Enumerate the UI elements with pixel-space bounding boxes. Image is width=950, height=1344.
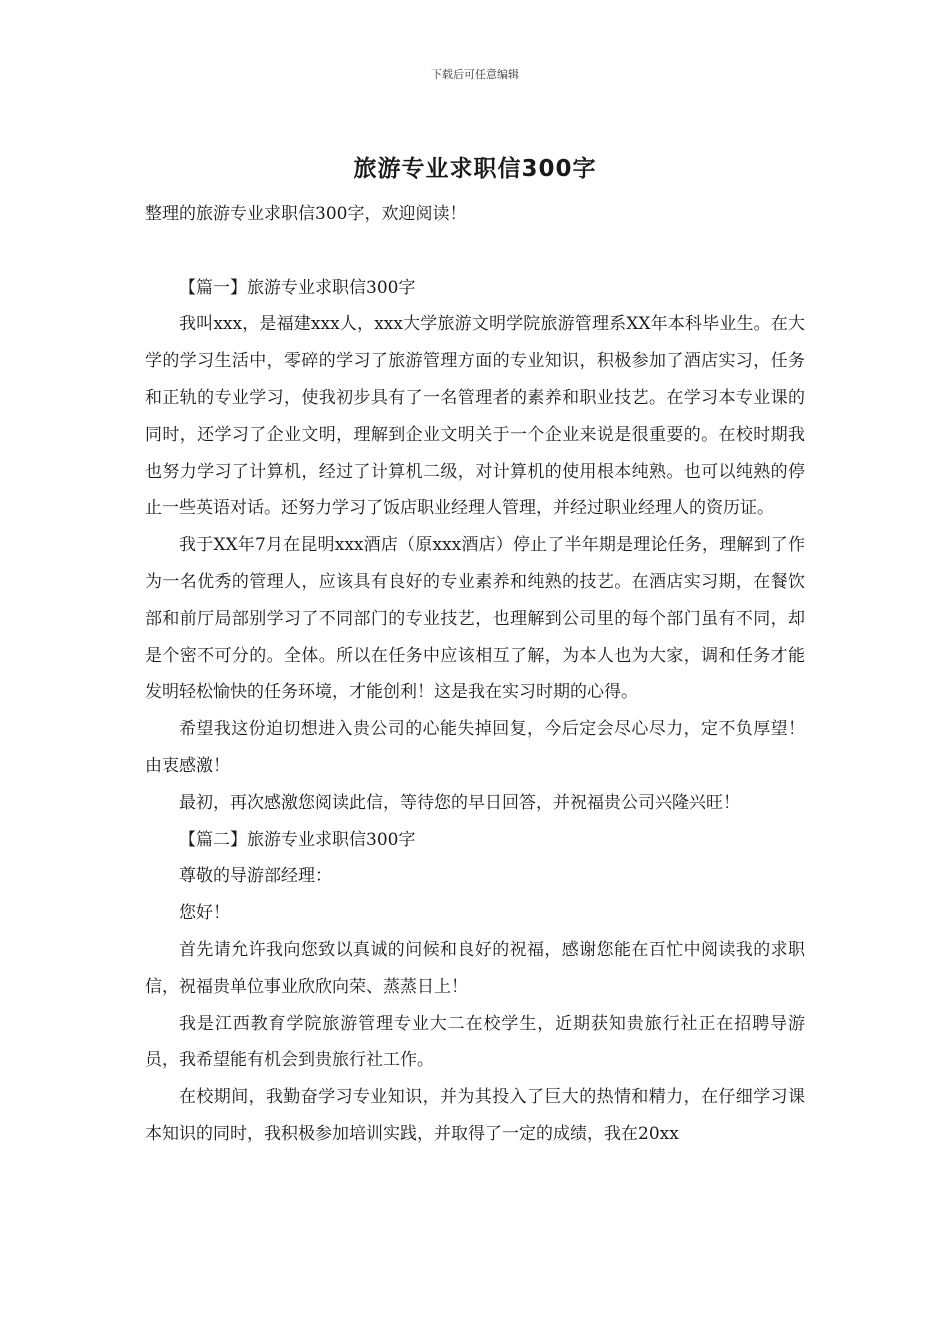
body-paragraph: 最初，再次感激您阅读此信，等待您的早日回答，并祝福贵公司兴隆兴旺！ — [179, 792, 740, 813]
body-paragraph: 我叫xxx，是福建xxx人，xxx大学旅游文明学院旅游管理系XX年本科毕业生。在大学的学习生活中，零碎的学习了旅游管理方面的专业知识，积极参加了酒店实习，任务和正轨的专业学习，使我初步具有了一名管理者的素养和职业技艺。在学习本专业课的同时，还学习了企业文明，理解到企业文明关于一个企业来说是很重要的。在校时期我也努力学习了计算机，经过了计算机二级，对计算机的使用根本纯熟。也可以纯熟的停止一些英语对话。还努力学习了饭店职业经理人管理，并经过职业经理人的资历证。 — [145, 314, 805, 519]
section-heading-1: 【篇一】旅游专业求职信300字 — [179, 277, 416, 298]
body-paragraph: 希望我这份迫切想进入贵公司的心能失掉回复，今后定会尽心尽力，定不负厚望！由衷感激！ — [145, 719, 805, 776]
salutation: 尊敬的导游部经理： — [179, 866, 332, 887]
body-paragraph: 我于XX年7月在昆明xxx酒店（原xxx酒店）停止了半年期是理论任务，理解到了作为一名优秀的管理人，应该具有良好的专业素养和纯熟的技艺。在酒店实习期，在餐饮部和前厅局部别学习了不同部门的专业技艺，也理解到公司里的每个部门虽有不同，却是个密不可分的。全体。所以在任务中应该相互了解，为本人也为大家，调和任务才能发明轻松愉快的任务环境，才能创利！这是我在实习时期的心得。 — [145, 535, 805, 703]
document-title: 旅游专业求职信300字 — [353, 156, 597, 182]
body-paragraph: 首先请允许我向您致以真诚的问候和良好的祝福，感谢您能在百忙中阅读我的求职信，祝福贵单位事业欣欣向荣、蒸蒸日上！ — [145, 939, 805, 997]
header-note: 下载后可任意编辑 — [431, 68, 519, 81]
section-heading-2: 【篇二】旅游专业求职信300字 — [179, 829, 416, 850]
greeting: 您好！ — [179, 903, 230, 924]
body-paragraph: 在校期间，我勤奋学习专业知识，并为其投入了巨大的热情和精力，在仔细学习课本知识的同时，我积极参加培训实践，并取得了一定的成绩，我在20xx — [145, 1087, 805, 1144]
body-paragraph: 我是江西教育学院旅游管理专业大二在校学生，近期获知贵旅行社正在招聘导游员，我希望能有机会到贵旅行社工作。 — [145, 1013, 805, 1071]
document-body — [145, 196, 805, 1153]
blank-line — [145, 233, 805, 270]
intro-paragraph: 整理的旅游专业求职信300字，欢迎阅读！ — [145, 204, 467, 224]
